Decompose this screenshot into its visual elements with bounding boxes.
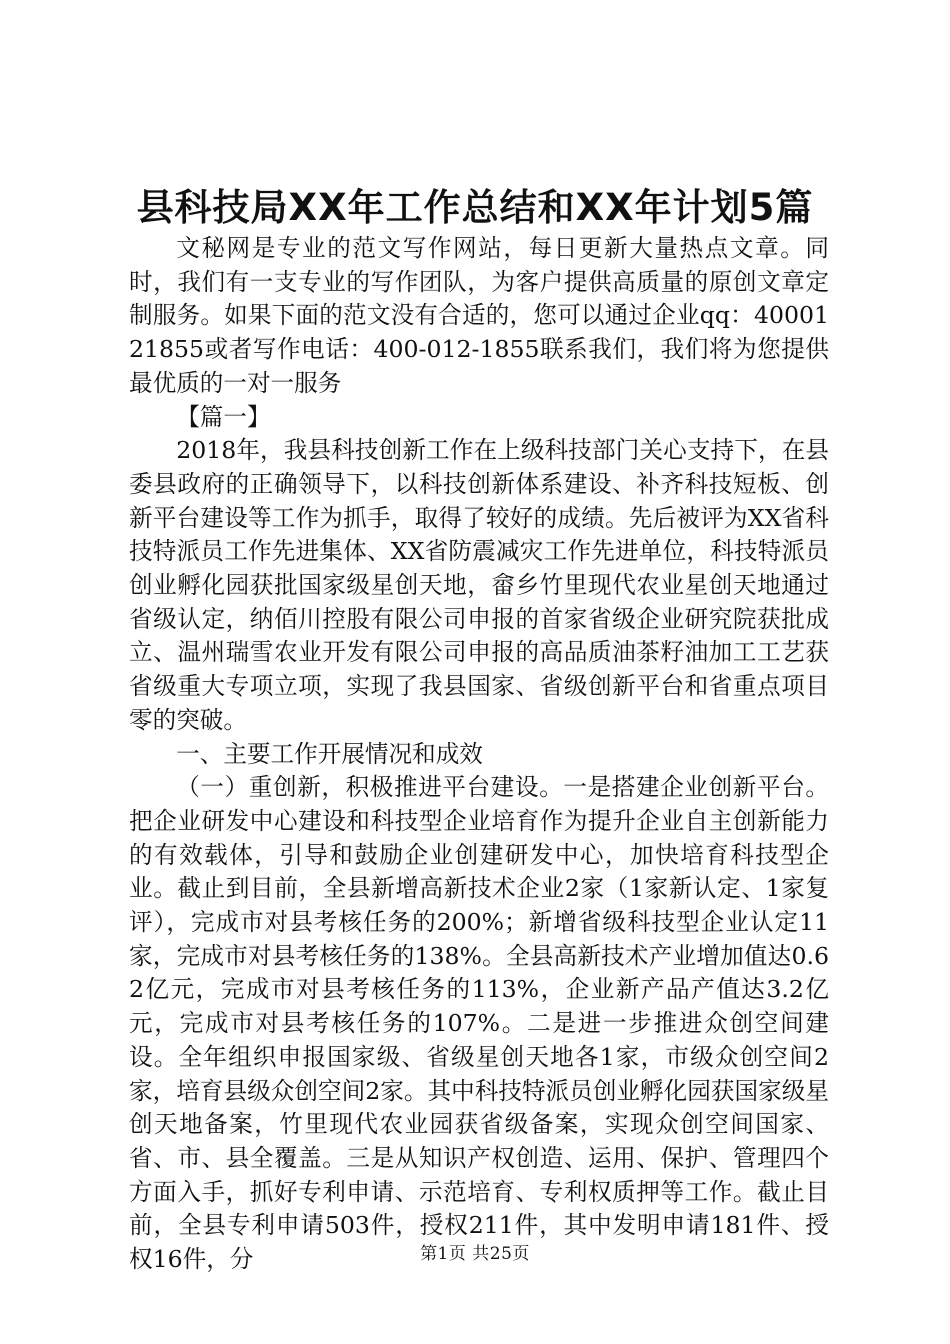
intro-paragraph: 文秘网是专业的范文写作网站，每日更新大量热点文章。同时，我们有一支专业的写作团队，为客户提供高质量的原创文章定制服务。如果下面的范文没有合适的，您可以通过企业qq：4000121855或者写作电话：400-012-1855联系我们，我们将为您提供最优质的一对一服务 [129,234,829,397]
document-body [129,232,829,1277]
innovation-platform-paragraph: （一）重创新，积极推进平台建设。一是搭建企业创新平台。把企业研发中心建设和科技型企业培育作为提升企业自主创新能力的有效载体，引导和鼓励企业创建研发中心，加快培育科技型企业。截止到目前，全县新增高新技术企业2家（1家新认定、1家复评），完成市对县考核任务的200%；新增省级科技型企业认定11家，完成市对县考核任务的138%。全县高新技术产业增加值达0.62亿元，完成市对县考核任务的113%，企业新产品产值达3.2亿元，完成市对县考核任务的107%。二是进一步推进众创空间建设。全年组织申报国家级、省级星创天地各1家，市级众创空间2家，培育县级众创空间2家。其中科技特派员创业孵化园获国家级星创天地备案，竹里现代农业园获省级备案，实现众创空间国家、省、市、县全覆盖。三是从知识产权创造、运用、保护、管理四个方面入手，抓好专利申请、示范培育、专利权质押等工作。截止目前，全县专利申请503件，授权211件，其中发明申请181件、授权16件，分 [129,773,829,1274]
section-heading-main-work: 一、主要工作开展情况和成效 [176,739,483,768]
summary-paragraph: 2018年，我县科技创新工作在上级科技部门关心支持下，在县委县政府的正确领导下，以科技创新体系建设、补齐科技短板、创新平台建设等工作为抓手，取得了较好的成绩。先后被评为XX省科技特派员工作先进集体、XX省防震减灾工作先进单位，科技特派员创业孵化园获批国家级星创天地，畲乡竹里现代农业星创天地通过省级认定，纳佰川控股有限公司申报的首家省级企业研究院获批成立、温州瑞雪农业开发有限公司申报的高品质油茶籽油加工工艺获省级重大专项立项，实现了我县国家、省级创新平台和省重点项目零的突破。 [129,436,829,734]
page-footer [0,1242,950,1266]
page-number: 第1页 [420,1244,467,1264]
section-heading-part-one: 【篇一】 [176,402,271,431]
document-title: 县科技局XX年工作总结和XX年计划5篇 [136,186,814,229]
page-total: 共25页 [472,1244,530,1264]
